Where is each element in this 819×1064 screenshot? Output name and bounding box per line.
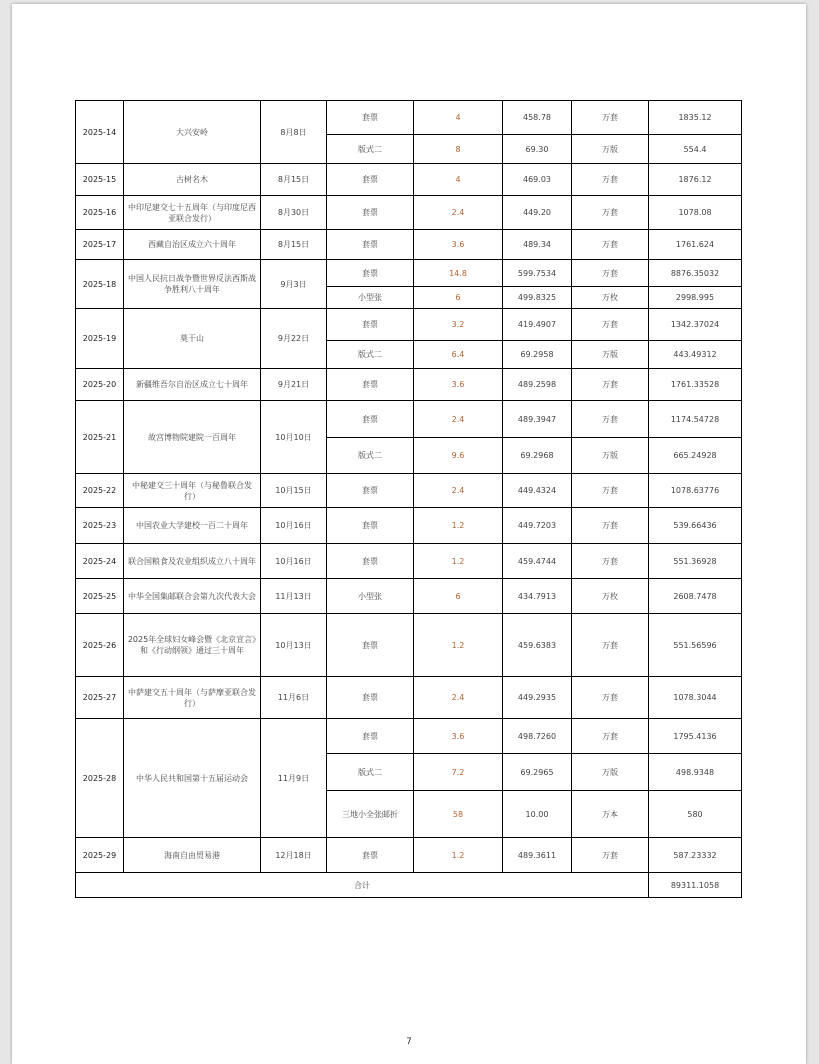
table-row	[76, 677, 742, 719]
total-value-cell: 580	[649, 791, 742, 838]
unit-cell: 万版	[572, 135, 649, 164]
issue-number-cell: 2025-15	[76, 164, 124, 196]
issue-number-cell: 2025-23	[76, 508, 124, 544]
unit-cell: 万版	[572, 341, 649, 369]
issue-number-cell: 2025-14	[76, 101, 124, 164]
unit-cell: 万套	[572, 196, 649, 230]
total-value-cell: 1078.63776	[649, 474, 742, 508]
face-value-cell: 6	[414, 287, 503, 309]
face-value-cell: 6	[414, 579, 503, 614]
unit-cell: 万套	[572, 677, 649, 719]
stamp-title-cell: 中印尼建交七十五周年（与印度尼西亚联合发行）	[124, 196, 261, 230]
issue-date-cell: 11月9日	[261, 719, 327, 838]
unit-cell: 万枚	[572, 287, 649, 309]
table-row	[76, 230, 742, 260]
quantity-cell: 498.7260	[503, 719, 572, 754]
issue-date-cell: 9月22日	[261, 309, 327, 369]
quantity-cell: 449.4324	[503, 474, 572, 508]
item-kind-cell: 版式二	[327, 438, 414, 474]
total-value-cell: 1835.12	[649, 101, 742, 135]
unit-cell: 万版	[572, 754, 649, 791]
total-value-cell: 1078.08	[649, 196, 742, 230]
quantity-cell: 489.3947	[503, 401, 572, 438]
table-row	[76, 474, 742, 508]
item-kind-cell: 套票	[327, 544, 414, 579]
quantity-cell: 489.3611	[503, 838, 572, 873]
item-kind-cell: 套票	[327, 838, 414, 873]
quantity-cell: 459.4744	[503, 544, 572, 579]
page-number: 7	[406, 1037, 412, 1047]
issue-number-cell: 2025-22	[76, 474, 124, 508]
unit-cell: 万枚	[572, 579, 649, 614]
table-row	[76, 719, 742, 754]
table-row	[76, 579, 742, 614]
total-value-cell: 443.49312	[649, 341, 742, 369]
table-row	[76, 401, 742, 438]
item-kind-cell: 套票	[327, 508, 414, 544]
stamp-title-cell: 新疆维吾尔自治区成立七十周年	[124, 369, 261, 401]
unit-cell: 万本	[572, 791, 649, 838]
face-value-cell: 3.6	[414, 719, 503, 754]
total-value-cell: 2608.7478	[649, 579, 742, 614]
quantity-cell: 449.2935	[503, 677, 572, 719]
item-kind-cell: 小型张	[327, 287, 414, 309]
issue-date-cell: 8月15日	[261, 230, 327, 260]
issue-date-cell: 10月16日	[261, 544, 327, 579]
unit-cell: 万套	[572, 544, 649, 579]
face-value-cell: 2.4	[414, 196, 503, 230]
quantity-cell: 499.8325	[503, 287, 572, 309]
unit-cell: 万套	[572, 309, 649, 341]
total-value-cell: 2998.995	[649, 287, 742, 309]
item-kind-cell: 套票	[327, 164, 414, 196]
table-row	[76, 164, 742, 196]
stamp-title-cell: 海南自由贸易港	[124, 838, 261, 873]
item-kind-cell: 套票	[327, 230, 414, 260]
item-kind-cell: 小型张	[327, 579, 414, 614]
table-row	[76, 196, 742, 230]
face-value-cell: 1.2	[414, 838, 503, 873]
unit-cell: 万套	[572, 101, 649, 135]
issue-date-cell: 11月13日	[261, 579, 327, 614]
stamp-issue-table	[75, 100, 742, 898]
unit-cell: 万套	[572, 474, 649, 508]
quantity-cell: 69.2958	[503, 341, 572, 369]
issue-date-cell: 8月30日	[261, 196, 327, 230]
issue-date-cell: 11月6日	[261, 677, 327, 719]
stamp-title-cell: 中国人民抗日战争暨世界反法西斯战争胜利八十周年	[124, 260, 261, 309]
issue-number-cell: 2025-20	[76, 369, 124, 401]
issue-date-cell: 8月15日	[261, 164, 327, 196]
issue-number-cell: 2025-19	[76, 309, 124, 369]
face-value-cell: 3.6	[414, 369, 503, 401]
table-row	[76, 508, 742, 544]
total-value-cell: 1761.624	[649, 230, 742, 260]
quantity-cell: 69.30	[503, 135, 572, 164]
item-kind-cell: 三地小全张邮折	[327, 791, 414, 838]
face-value-cell: 4	[414, 164, 503, 196]
item-kind-cell: 套票	[327, 260, 414, 287]
unit-cell: 万套	[572, 230, 649, 260]
total-value-cell: 551.36928	[649, 544, 742, 579]
stamp-title-cell: 中萨建交五十周年（与萨摩亚联合发行）	[124, 677, 261, 719]
total-value-cell: 89311.1058	[649, 873, 742, 898]
unit-cell: 万套	[572, 719, 649, 754]
stamp-title-cell: 中国农业大学建校一百二十周年	[124, 508, 261, 544]
total-value-cell: 587.23332	[649, 838, 742, 873]
quantity-cell: 469.03	[503, 164, 572, 196]
stamp-title-cell: 西藏自治区成立六十周年	[124, 230, 261, 260]
stamp-title-cell: 2025年全球妇女峰会暨《北京宣言》和《行动纲领》通过三十周年	[124, 614, 261, 677]
table-row	[76, 260, 742, 287]
table-row	[76, 614, 742, 677]
unit-cell: 万套	[572, 260, 649, 287]
total-value-cell: 1174.54728	[649, 401, 742, 438]
unit-cell: 万套	[572, 164, 649, 196]
issue-number-cell: 2025-29	[76, 838, 124, 873]
quantity-cell: 489.2598	[503, 369, 572, 401]
stamp-title-cell: 故宫博物院建院一百周年	[124, 401, 261, 474]
unit-cell: 万套	[572, 838, 649, 873]
face-value-cell: 3.2	[414, 309, 503, 341]
quantity-cell: 458.78	[503, 101, 572, 135]
issue-date-cell: 8月8日	[261, 101, 327, 164]
total-value-cell: 554.4	[649, 135, 742, 164]
total-value-cell: 8876.35032	[649, 260, 742, 287]
face-value-cell: 2.4	[414, 474, 503, 508]
face-value-cell: 58	[414, 791, 503, 838]
issue-date-cell: 10月15日	[261, 474, 327, 508]
quantity-cell: 449.20	[503, 196, 572, 230]
unit-cell: 万套	[572, 508, 649, 544]
table-row	[76, 309, 742, 341]
stamp-title-cell: 中秘建交三十周年（与秘鲁联合发行）	[124, 474, 261, 508]
item-kind-cell: 套票	[327, 474, 414, 508]
issue-number-cell: 2025-16	[76, 196, 124, 230]
total-value-cell: 1078.3044	[649, 677, 742, 719]
quantity-cell: 69.2968	[503, 438, 572, 474]
face-value-cell: 2.4	[414, 401, 503, 438]
total-value-cell: 1761.33528	[649, 369, 742, 401]
unit-cell: 万套	[572, 369, 649, 401]
face-value-cell: 1.2	[414, 614, 503, 677]
quantity-cell: 69.2965	[503, 754, 572, 791]
quantity-cell: 419.4907	[503, 309, 572, 341]
item-kind-cell: 套票	[327, 614, 414, 677]
total-label-cell: 合计	[76, 873, 649, 898]
issue-number-cell: 2025-25	[76, 579, 124, 614]
face-value-cell: 9.6	[414, 438, 503, 474]
stamp-title-cell: 联合国粮食及农业组织成立八十周年	[124, 544, 261, 579]
quantity-cell: 459.6383	[503, 614, 572, 677]
issue-number-cell: 2025-18	[76, 260, 124, 309]
total-value-cell: 1876.12	[649, 164, 742, 196]
item-kind-cell: 套票	[327, 401, 414, 438]
stamp-title-cell: 古树名木	[124, 164, 261, 196]
quantity-cell: 599.7534	[503, 260, 572, 287]
issue-number-cell: 2025-17	[76, 230, 124, 260]
unit-cell: 万套	[572, 614, 649, 677]
issue-date-cell: 10月10日	[261, 401, 327, 474]
quantity-cell: 434.7913	[503, 579, 572, 614]
item-kind-cell: 套票	[327, 677, 414, 719]
item-kind-cell: 版式二	[327, 754, 414, 791]
issue-number-cell: 2025-24	[76, 544, 124, 579]
face-value-cell: 1.2	[414, 508, 503, 544]
item-kind-cell: 套票	[327, 719, 414, 754]
quantity-cell: 10.00	[503, 791, 572, 838]
face-value-cell: 6.4	[414, 341, 503, 369]
issue-date-cell: 10月16日	[261, 508, 327, 544]
item-kind-cell: 版式二	[327, 341, 414, 369]
issue-date-cell: 9月3日	[261, 260, 327, 309]
quantity-cell: 449.7203	[503, 508, 572, 544]
item-kind-cell: 套票	[327, 101, 414, 135]
stamp-title-cell: 中华人民共和国第十五届运动会	[124, 719, 261, 838]
total-row	[76, 873, 742, 898]
face-value-cell: 14.8	[414, 260, 503, 287]
total-value-cell: 1795.4136	[649, 719, 742, 754]
total-value-cell: 498.9348	[649, 754, 742, 791]
face-value-cell: 3.6	[414, 230, 503, 260]
stamp-title-cell: 大兴安岭	[124, 101, 261, 164]
item-kind-cell: 套票	[327, 196, 414, 230]
document-page	[12, 4, 806, 1064]
issue-date-cell: 9月21日	[261, 369, 327, 401]
table-row	[76, 369, 742, 401]
issue-date-cell: 10月13日	[261, 614, 327, 677]
table-row	[76, 838, 742, 873]
total-value-cell: 1342.37024	[649, 309, 742, 341]
face-value-cell: 4	[414, 101, 503, 135]
unit-cell: 万套	[572, 401, 649, 438]
face-value-cell: 8	[414, 135, 503, 164]
stamp-title-cell: 中华全国集邮联合会第九次代表大会	[124, 579, 261, 614]
face-value-cell: 1.2	[414, 544, 503, 579]
issue-number-cell: 2025-27	[76, 677, 124, 719]
issue-number-cell: 2025-21	[76, 401, 124, 474]
table-row	[76, 544, 742, 579]
total-value-cell: 665.24928	[649, 438, 742, 474]
item-kind-cell: 套票	[327, 309, 414, 341]
issue-number-cell: 2025-28	[76, 719, 124, 838]
total-value-cell: 539.66436	[649, 508, 742, 544]
issue-number-cell: 2025-26	[76, 614, 124, 677]
face-value-cell: 2.4	[414, 677, 503, 719]
quantity-cell: 489.34	[503, 230, 572, 260]
item-kind-cell: 套票	[327, 369, 414, 401]
issue-date-cell: 12月18日	[261, 838, 327, 873]
total-value-cell: 551.56596	[649, 614, 742, 677]
stamp-title-cell: 莫干山	[124, 309, 261, 369]
item-kind-cell: 版式二	[327, 135, 414, 164]
table-row	[76, 101, 742, 135]
unit-cell: 万版	[572, 438, 649, 474]
face-value-cell: 7.2	[414, 754, 503, 791]
